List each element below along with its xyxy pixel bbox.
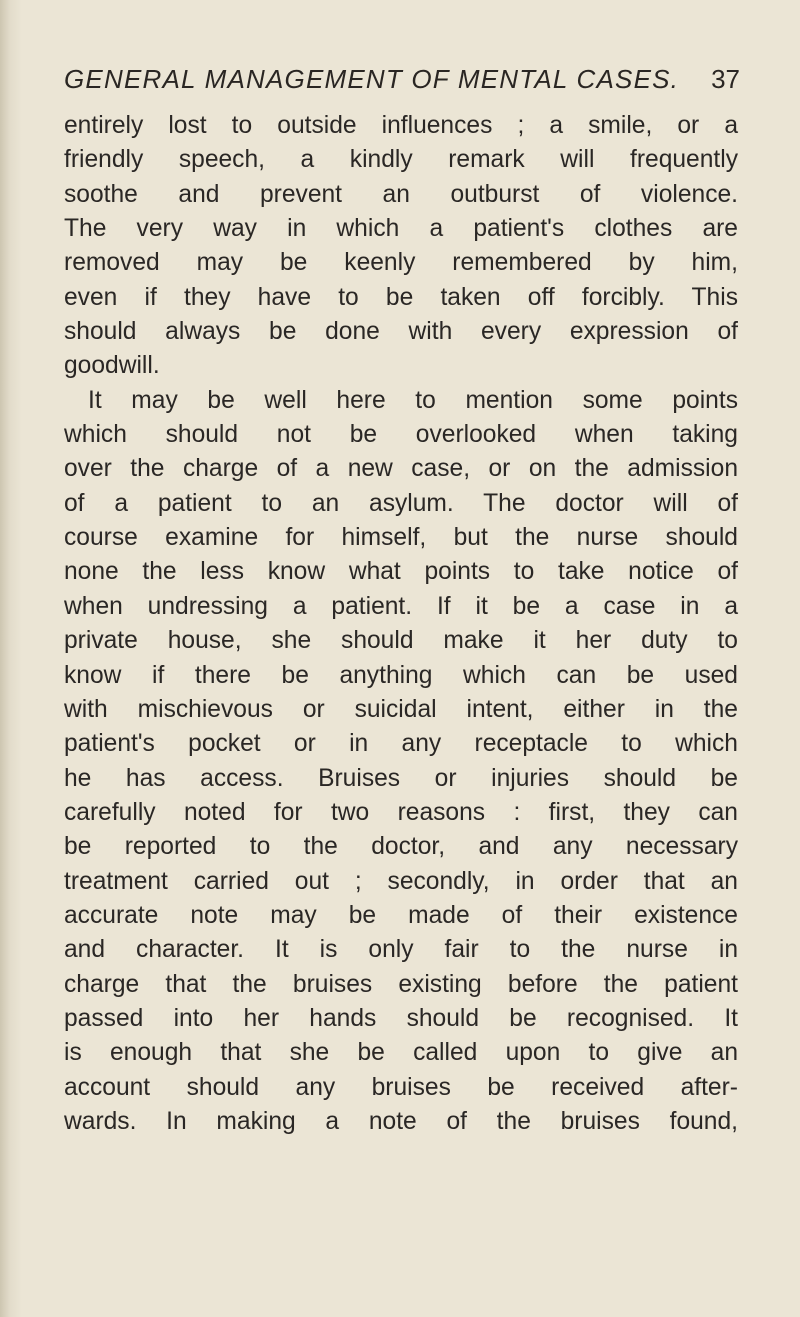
text-line: wards. In making a note of the bruises found, <box>64 1107 738 1135</box>
paragraph <box>64 384 738 1140</box>
text-line: he has access. Bruises or injuries should be <box>64 764 738 792</box>
page-number: 37 <box>711 64 740 94</box>
text-line: should always be done with every expression of <box>64 318 738 346</box>
text-line: carefully noted for two reasons : first, they can <box>64 798 738 826</box>
running-head-title: GENERAL MANAGEMENT OF MENTAL CASES. <box>64 64 680 94</box>
text-line: goodwill. <box>64 352 160 380</box>
text-line: accurate note may be made of their existence <box>64 901 738 929</box>
text-line: removed may be keenly remembered by him, <box>64 249 738 277</box>
text-line: charge that the bruises existing before the patient <box>64 970 738 998</box>
text-line: soothe and prevent an outburst of violence. <box>64 180 738 208</box>
text-line: is enough that she be called upon to give an <box>64 1039 738 1067</box>
text-line: over the charge of a new case, or on the admission <box>64 455 738 483</box>
text-line: patient's pocket or in any receptacle to which <box>64 730 738 758</box>
text-line: entirely lost to outside influences ; a smile, or a <box>64 112 738 139</box>
body-text <box>64 109 738 1139</box>
text-line: be reported to the doctor, and any necessary <box>64 833 738 861</box>
text-line: of a patient to an asylum. The doctor will of <box>64 489 738 517</box>
text-line: The very way in which a patient's clothes are <box>64 215 738 243</box>
paragraph <box>64 109 738 384</box>
text-line: passed into her hands should be recognised. It <box>64 1004 738 1032</box>
running-head <box>64 64 740 104</box>
text-line: with mischievous or suicidal intent, either in the <box>64 695 738 723</box>
text-line: which should not be overlooked when taking <box>64 421 738 449</box>
text-line: even if they have to be taken off forcibly. This <box>64 283 738 311</box>
text-line: none the less know what points to take notice of <box>64 558 738 586</box>
text-line: when undressing a patient. If it be a case in a <box>64 592 738 620</box>
text-line: friendly speech, a kindly remark will frequently <box>64 146 738 174</box>
text-line: course examine for himself, but the nurse should <box>64 524 738 552</box>
text-line: It may be well here to mention some points <box>88 386 738 414</box>
text-line: account should any bruises be received after- <box>64 1073 738 1101</box>
text-line: private house, she should make it her duty to <box>64 627 738 655</box>
text-line: know if there be anything which can be used <box>64 661 738 689</box>
text-line: treatment carried out ; secondly, in order that an <box>64 867 738 895</box>
text-line: and character. It is only fair to the nurse in <box>64 936 738 964</box>
